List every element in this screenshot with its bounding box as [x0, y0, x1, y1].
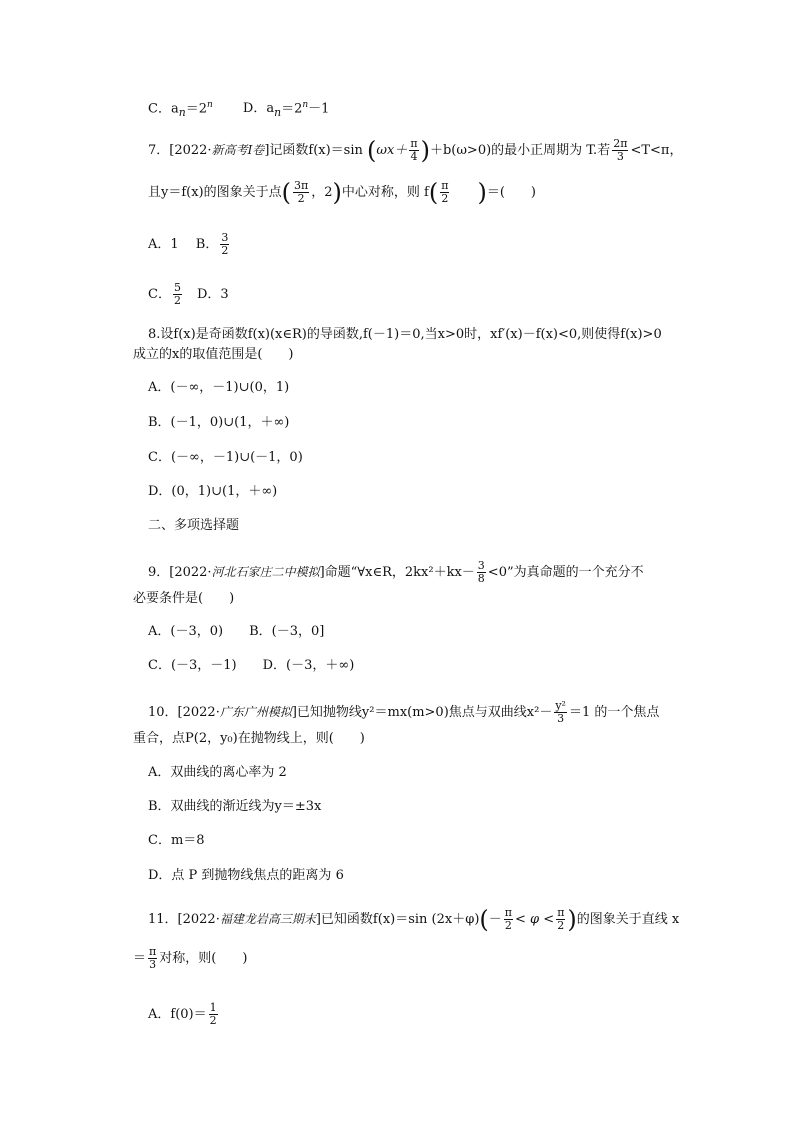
q9-stem-line2: 必要条件是( ): [133, 591, 235, 606]
q6-options-cd: C．$a_n=2^n$ D．$a_n=2^n-1$: [148, 100, 330, 119]
q6-option-c: C．a: [148, 101, 179, 117]
q7-frac-pi-2: $\frac{\pi}{2}$: [441, 179, 449, 205]
q10-option-d: D．点 P 到抛物线焦点的距离为 6: [148, 868, 344, 883]
q10-stem-line2: 重合，点P(2，y₀)在抛物线上，则( ): [133, 731, 365, 746]
q11-option-a: A．f(0)＝ $\frac{1}{2}$: [148, 1001, 217, 1027]
q10-source: 广东广州模拟: [219, 705, 292, 719]
q11-frac-pi-2-a: $\frac{\pi}{2}$: [504, 906, 513, 932]
q7-frac-pi-4: $\frac{\pi}{4}$: [410, 137, 418, 163]
q9-stem-line1: 9．[2022·河北石家庄二中模拟]命题“∀x∈R，2kx²＋kx－ $\frac{3}{8}$ <0”为真命题的一个充分不: [148, 559, 644, 585]
q11-frac-pi-3: $\frac{\pi}{3}$: [149, 945, 157, 971]
q8-stem-line1: 8.设f(x)是奇函数f(x)(x∈R)的导函数,f(－1)＝0,当x>0时，xf′(x)－f(x)<0,则使得f(x)>0: [148, 327, 662, 342]
q8-option-d: D．(0，1)∪(1，＋∞): [148, 484, 278, 499]
q8-option-c: C．(－∞，－1)∪(－1，0): [148, 450, 303, 465]
q7-frac-2pi-3: $\frac{2\pi}{3}$: [613, 137, 628, 163]
q8-option-a: A．(－∞，－1)∪(0，1): [148, 380, 290, 395]
q7-options-cd: C． $\frac{5}{2}$ D．3: [148, 281, 229, 307]
q11-stem-line2: ＝ $\frac{\pi}{3}$ 对称，则( ): [133, 945, 248, 971]
q7-frac-3-2: $\frac{3}{2}$: [221, 231, 229, 257]
q7-options-ab: A．1 B． $\frac{3}{2}$: [148, 231, 229, 257]
q10-stem-line1: 10．[2022·广东广州模拟]已知抛物线y²＝mx(m>0)焦点与双曲线x²－ $\frac{\text{y²}}{3}$ ＝1 的一个焦点: [148, 699, 660, 725]
q7-source: 新高考Ⅰ卷: [211, 143, 265, 157]
q10-option-a: A．双曲线的离心率为 2: [148, 765, 287, 780]
q9-frac-3-8: $\frac{3}{8}$: [477, 559, 485, 585]
q6-option-d: D．a: [242, 101, 275, 117]
section-title: 二、多项选择题: [148, 518, 240, 533]
q7-stem-line1: 7．[2022·新高考Ⅰ卷]记函数f(x)＝sin (ωx＋ $\frac{\pi}{4}$ )＋b(ω>0)的最小正周期为 T.若 $\frac{2\pi}{3}$ <T<π，: [148, 136, 683, 165]
q11-stem-line1: 11．[2022·福建龙岩高三期末]已知函数f(x)＝sin (2x＋φ)(－ $\frac{\pi}{2}$ < φ < $\frac{\pi}{2}$ )的图象关于直线 x: [148, 905, 680, 934]
q7-frac-5-2: $\frac{5}{2}$: [173, 281, 181, 307]
q10-frac-y2-3: $\frac{\text{y²}}{3}$: [555, 699, 566, 725]
q9-options-ab: A．(－3，0) B．(－3，0]: [148, 624, 325, 639]
q8-option-b: B．(－1，0)∪(1，＋∞): [148, 415, 290, 430]
q10-option-c: C．m＝8: [148, 833, 205, 848]
q11-frac-1-2: $\frac{1}{2}$: [209, 1001, 217, 1027]
q8-stem-line2: 成立的x的取值范围是( ): [133, 347, 294, 362]
q11-frac-pi-2-b: $\frac{\pi}{2}$: [557, 906, 565, 932]
q11-source: 福建龙岩高三期末: [219, 912, 316, 926]
q10-option-b: B．双曲线的渐近线为y＝±3x: [148, 799, 322, 814]
q9-source: 河北石家庄二中模拟: [211, 565, 320, 579]
q7-stem-line2: 且y＝f(x)的图象关于点( $\frac{3\pi}{2}$ ，2)中心对称，则 f( $\frac{\pi}{2}$ )＝( ): [148, 178, 536, 207]
q7-frac-3pi-2: $\frac{3\pi}{2}$: [294, 179, 309, 205]
q9-options-cd: C．(－3，－1) D．(－3，＋∞): [148, 658, 355, 673]
